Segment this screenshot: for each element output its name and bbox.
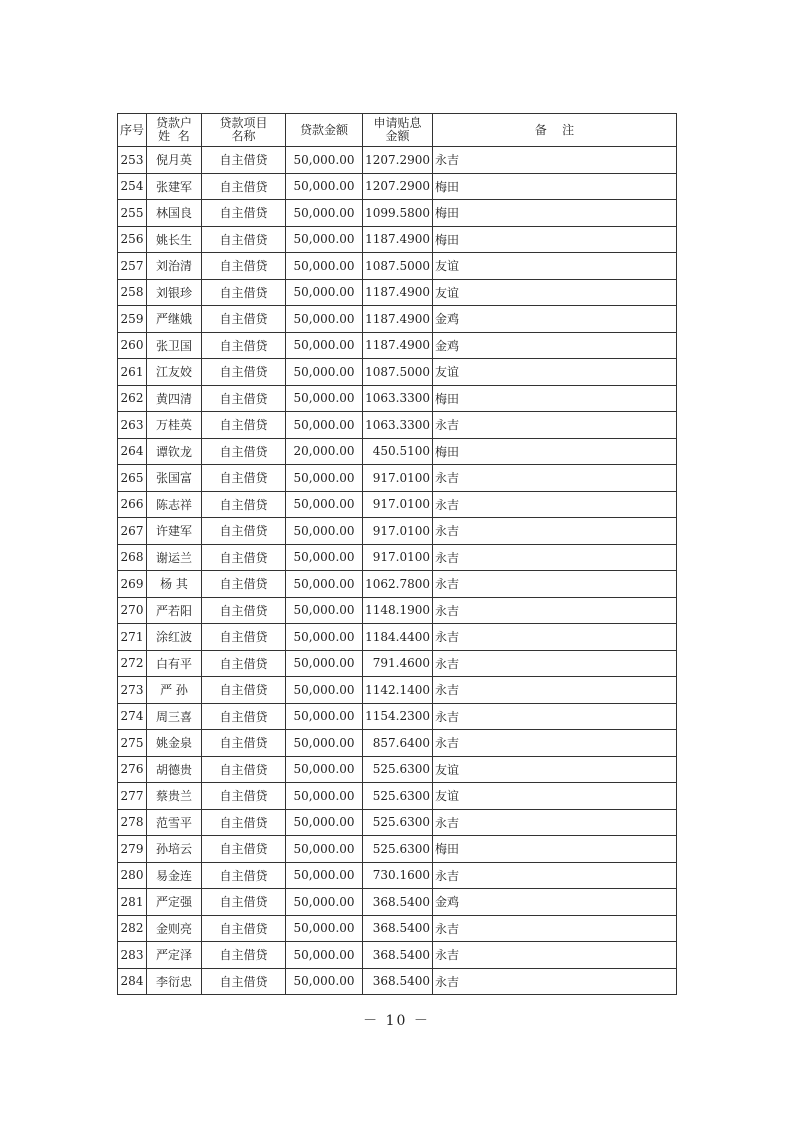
- cell-loan-amount: 50,000.00: [286, 465, 363, 492]
- cell-remark: 永吉: [433, 571, 677, 598]
- cell-remark: 金鸡: [433, 306, 677, 333]
- cell-borrower-name: 范雪平: [147, 809, 202, 836]
- cell-no: 282: [118, 915, 147, 942]
- cell-remark: 永吉: [433, 465, 677, 492]
- cell-no: 255: [118, 200, 147, 227]
- cell-project: 自主借贷: [202, 915, 286, 942]
- header-interest: [363, 114, 433, 147]
- cell-no: 265: [118, 465, 147, 492]
- cell-no: 263: [118, 412, 147, 439]
- cell-project: 自主借贷: [202, 200, 286, 227]
- cell-project: 自主借贷: [202, 412, 286, 439]
- cell-borrower-name: 姚长生: [147, 226, 202, 253]
- cell-no: 268: [118, 544, 147, 571]
- cell-no: 257: [118, 253, 147, 280]
- cell-remark: 梅田: [433, 836, 677, 863]
- cell-no: 260: [118, 332, 147, 359]
- page-number: － 10 －: [363, 1013, 430, 1029]
- cell-project: 自主借贷: [202, 438, 286, 465]
- table-row: [118, 438, 677, 465]
- cell-borrower-name: 张卫国: [147, 332, 202, 359]
- cell-interest-amount: 1087.5000: [363, 359, 433, 386]
- header-project: [202, 114, 286, 147]
- cell-interest-amount: 1184.4400: [363, 624, 433, 651]
- cell-loan-amount: 50,000.00: [286, 968, 363, 995]
- cell-no: 277: [118, 783, 147, 810]
- cell-interest-amount: 368.5400: [363, 968, 433, 995]
- cell-project: 自主借贷: [202, 836, 286, 863]
- cell-project: 自主借贷: [202, 624, 286, 651]
- cell-remark: 永吉: [433, 703, 677, 730]
- cell-interest-amount: 1099.5800: [363, 200, 433, 227]
- table-row: [118, 544, 677, 571]
- cell-project: 自主借贷: [202, 968, 286, 995]
- cell-interest-amount: 1063.3300: [363, 412, 433, 439]
- cell-borrower-name: 严若阳: [147, 597, 202, 624]
- cell-loan-amount: 50,000.00: [286, 597, 363, 624]
- cell-borrower-name: 严继娥: [147, 306, 202, 333]
- table-row: [118, 385, 677, 412]
- header-amount: 贷款金额: [286, 114, 363, 147]
- cell-borrower-name: 涂红波: [147, 624, 202, 651]
- cell-remark: 永吉: [433, 862, 677, 889]
- cell-borrower-name: 江友姣: [147, 359, 202, 386]
- cell-loan-amount: 50,000.00: [286, 703, 363, 730]
- table-row: [118, 677, 677, 704]
- cell-project: 自主借贷: [202, 306, 286, 333]
- cell-borrower-name: 胡德贵: [147, 756, 202, 783]
- cell-interest-amount: 1063.3300: [363, 385, 433, 412]
- cell-interest-amount: 525.6300: [363, 756, 433, 783]
- cell-borrower-name: 白有平: [147, 650, 202, 677]
- cell-loan-amount: 50,000.00: [286, 518, 363, 545]
- table-row: [118, 862, 677, 889]
- table-row: [118, 332, 677, 359]
- cell-interest-amount: 1148.1900: [363, 597, 433, 624]
- cell-loan-amount: 50,000.00: [286, 836, 363, 863]
- table-row: [118, 465, 677, 492]
- table-row: [118, 942, 677, 969]
- cell-interest-amount: 1187.4900: [363, 226, 433, 253]
- cell-loan-amount: 50,000.00: [286, 279, 363, 306]
- cell-borrower-name: 严 孙: [147, 677, 202, 704]
- table-row: [118, 650, 677, 677]
- cell-project: 自主借贷: [202, 385, 286, 412]
- cell-loan-amount: 50,000.00: [286, 809, 363, 836]
- cell-interest-amount: 917.0100: [363, 544, 433, 571]
- table-row: [118, 173, 677, 200]
- cell-borrower-name: 周三喜: [147, 703, 202, 730]
- cell-remark: 永吉: [433, 650, 677, 677]
- cell-borrower-name: 孙培云: [147, 836, 202, 863]
- cell-remark: 梅田: [433, 173, 677, 200]
- cell-no: 266: [118, 491, 147, 518]
- cell-project: 自主借贷: [202, 359, 286, 386]
- table-row: [118, 200, 677, 227]
- cell-no: 284: [118, 968, 147, 995]
- cell-loan-amount: 50,000.00: [286, 624, 363, 651]
- cell-borrower-name: 蔡贵兰: [147, 783, 202, 810]
- table-row: [118, 836, 677, 863]
- cell-borrower-name: 严定强: [147, 889, 202, 916]
- cell-remark: 永吉: [433, 491, 677, 518]
- cell-loan-amount: 50,000.00: [286, 677, 363, 704]
- cell-no: 280: [118, 862, 147, 889]
- table-row: [118, 597, 677, 624]
- cell-no: 258: [118, 279, 147, 306]
- cell-interest-amount: 450.5100: [363, 438, 433, 465]
- table-header: [118, 114, 677, 147]
- cell-project: 自主借贷: [202, 942, 286, 969]
- cell-borrower-name: 谢运兰: [147, 544, 202, 571]
- cell-borrower-name: 姚金泉: [147, 730, 202, 757]
- cell-loan-amount: 50,000.00: [286, 332, 363, 359]
- cell-loan-amount: 50,000.00: [286, 491, 363, 518]
- table-row: [118, 756, 677, 783]
- cell-no: 275: [118, 730, 147, 757]
- cell-no: 270: [118, 597, 147, 624]
- header-project-line1: 贷款项目: [219, 116, 268, 130]
- cell-remark: 梅田: [433, 438, 677, 465]
- cell-project: 自主借贷: [202, 544, 286, 571]
- cell-project: 自主借贷: [202, 253, 286, 280]
- cell-no: 281: [118, 889, 147, 916]
- cell-borrower-name: 张建军: [147, 173, 202, 200]
- cell-no: 283: [118, 942, 147, 969]
- header-borrower: [147, 114, 202, 147]
- cell-loan-amount: 50,000.00: [286, 650, 363, 677]
- cell-remark: 友谊: [433, 756, 677, 783]
- cell-no: 269: [118, 571, 147, 598]
- cell-interest-amount: 1062.7800: [363, 571, 433, 598]
- cell-interest-amount: 1187.4900: [363, 279, 433, 306]
- cell-remark: 友谊: [433, 279, 677, 306]
- table-row: [118, 518, 677, 545]
- cell-project: 自主借贷: [202, 889, 286, 916]
- cell-no: 273: [118, 677, 147, 704]
- cell-borrower-name: 杨 其: [147, 571, 202, 598]
- cell-interest-amount: 525.6300: [363, 809, 433, 836]
- cell-project: 自主借贷: [202, 491, 286, 518]
- cell-remark: 永吉: [433, 597, 677, 624]
- cell-remark: 金鸡: [433, 332, 677, 359]
- cell-no: 264: [118, 438, 147, 465]
- header-interest-line1: 申请贴息: [373, 116, 422, 130]
- cell-no: 279: [118, 836, 147, 863]
- cell-loan-amount: 20,000.00: [286, 438, 363, 465]
- cell-project: 自主借贷: [202, 279, 286, 306]
- cell-interest-amount: 857.6400: [363, 730, 433, 757]
- cell-loan-amount: 50,000.00: [286, 942, 363, 969]
- cell-loan-amount: 50,000.00: [286, 756, 363, 783]
- table-row: [118, 253, 677, 280]
- table-row: [118, 968, 677, 995]
- cell-project: 自主借贷: [202, 862, 286, 889]
- cell-project: 自主借贷: [202, 809, 286, 836]
- cell-loan-amount: 50,000.00: [286, 253, 363, 280]
- table-row: [118, 809, 677, 836]
- header-borrower-line2: 姓 名: [158, 129, 190, 143]
- table-row: [118, 306, 677, 333]
- cell-remark: 友谊: [433, 253, 677, 280]
- cell-remark: 永吉: [433, 809, 677, 836]
- cell-borrower-name: 金则亮: [147, 915, 202, 942]
- cell-no: 253: [118, 147, 147, 174]
- table-row: [118, 147, 677, 174]
- cell-remark: 友谊: [433, 783, 677, 810]
- cell-no: 276: [118, 756, 147, 783]
- cell-borrower-name: 谭钦龙: [147, 438, 202, 465]
- cell-interest-amount: 917.0100: [363, 491, 433, 518]
- cell-project: 自主借贷: [202, 147, 286, 174]
- cell-no: 254: [118, 173, 147, 200]
- cell-remark: 金鸡: [433, 889, 677, 916]
- cell-borrower-name: 陈志祥: [147, 491, 202, 518]
- cell-no: 278: [118, 809, 147, 836]
- table-row: [118, 915, 677, 942]
- table-row: [118, 703, 677, 730]
- table-row: [118, 412, 677, 439]
- cell-no: 261: [118, 359, 147, 386]
- cell-no: 267: [118, 518, 147, 545]
- table-row: [118, 279, 677, 306]
- table-row: [118, 359, 677, 386]
- cell-project: 自主借贷: [202, 650, 286, 677]
- cell-borrower-name: 黄四清: [147, 385, 202, 412]
- cell-remark: 永吉: [433, 147, 677, 174]
- cell-loan-amount: 50,000.00: [286, 359, 363, 386]
- cell-borrower-name: 李衍忠: [147, 968, 202, 995]
- cell-loan-amount: 50,000.00: [286, 571, 363, 598]
- cell-borrower-name: 刘银珍: [147, 279, 202, 306]
- cell-loan-amount: 50,000.00: [286, 862, 363, 889]
- cell-interest-amount: 525.6300: [363, 783, 433, 810]
- cell-loan-amount: 50,000.00: [286, 783, 363, 810]
- cell-remark: 永吉: [433, 412, 677, 439]
- cell-remark: 永吉: [433, 730, 677, 757]
- cell-project: 自主借贷: [202, 332, 286, 359]
- cell-project: 自主借贷: [202, 465, 286, 492]
- cell-no: 272: [118, 650, 147, 677]
- cell-no: 262: [118, 385, 147, 412]
- cell-project: 自主借贷: [202, 571, 286, 598]
- cell-interest-amount: 730.1600: [363, 862, 433, 889]
- table-row: [118, 730, 677, 757]
- header-no: 序号: [118, 114, 147, 147]
- cell-borrower-name: 万桂英: [147, 412, 202, 439]
- cell-remark: 梅田: [433, 385, 677, 412]
- cell-interest-amount: 1187.4900: [363, 332, 433, 359]
- cell-borrower-name: 许建军: [147, 518, 202, 545]
- cell-loan-amount: 50,000.00: [286, 915, 363, 942]
- cell-borrower-name: 严定泽: [147, 942, 202, 969]
- cell-project: 自主借贷: [202, 677, 286, 704]
- cell-borrower-name: 林国良: [147, 200, 202, 227]
- cell-interest-amount: 791.4600: [363, 650, 433, 677]
- cell-no: 256: [118, 226, 147, 253]
- cell-loan-amount: 50,000.00: [286, 226, 363, 253]
- header-remark: 备 注: [433, 114, 677, 147]
- table-body: [118, 147, 677, 995]
- cell-remark: 永吉: [433, 942, 677, 969]
- cell-loan-amount: 50,000.00: [286, 544, 363, 571]
- cell-project: 自主借贷: [202, 597, 286, 624]
- table-row: [118, 226, 677, 253]
- cell-borrower-name: 倪月英: [147, 147, 202, 174]
- cell-remark: 梅田: [433, 200, 677, 227]
- cell-interest-amount: 1207.2900: [363, 173, 433, 200]
- cell-interest-amount: 917.0100: [363, 518, 433, 545]
- cell-loan-amount: 50,000.00: [286, 306, 363, 333]
- header-project-line2: 名称: [231, 129, 256, 143]
- cell-interest-amount: 917.0100: [363, 465, 433, 492]
- loan-interest-table: [117, 113, 677, 995]
- cell-no: 259: [118, 306, 147, 333]
- cell-remark: 梅田: [433, 226, 677, 253]
- table-row: [118, 783, 677, 810]
- cell-project: 自主借贷: [202, 173, 286, 200]
- cell-loan-amount: 50,000.00: [286, 200, 363, 227]
- cell-loan-amount: 50,000.00: [286, 385, 363, 412]
- cell-remark: 永吉: [433, 624, 677, 651]
- cell-project: 自主借贷: [202, 703, 286, 730]
- cell-project: 自主借贷: [202, 756, 286, 783]
- cell-loan-amount: 50,000.00: [286, 147, 363, 174]
- cell-interest-amount: 1207.2900: [363, 147, 433, 174]
- cell-interest-amount: 525.6300: [363, 836, 433, 863]
- cell-interest-amount: 1142.1400: [363, 677, 433, 704]
- table-row: [118, 889, 677, 916]
- cell-interest-amount: 368.5400: [363, 889, 433, 916]
- cell-loan-amount: 50,000.00: [286, 412, 363, 439]
- cell-no: 274: [118, 703, 147, 730]
- cell-interest-amount: 368.5400: [363, 942, 433, 969]
- cell-borrower-name: 刘治清: [147, 253, 202, 280]
- cell-loan-amount: 50,000.00: [286, 889, 363, 916]
- header-borrower-line1: 贷款户: [155, 116, 192, 130]
- cell-remark: 永吉: [433, 915, 677, 942]
- cell-remark: 永吉: [433, 968, 677, 995]
- cell-remark: 永吉: [433, 677, 677, 704]
- cell-no: 271: [118, 624, 147, 651]
- cell-remark: 友谊: [433, 359, 677, 386]
- header-interest-line2: 金额: [385, 129, 410, 143]
- cell-interest-amount: 1154.2300: [363, 703, 433, 730]
- cell-interest-amount: 1087.5000: [363, 253, 433, 280]
- table-row: [118, 491, 677, 518]
- cell-project: 自主借贷: [202, 518, 286, 545]
- cell-project: 自主借贷: [202, 783, 286, 810]
- cell-loan-amount: 50,000.00: [286, 173, 363, 200]
- table-row: [118, 624, 677, 651]
- cell-borrower-name: 易金连: [147, 862, 202, 889]
- cell-project: 自主借贷: [202, 226, 286, 253]
- cell-borrower-name: 张国富: [147, 465, 202, 492]
- cell-interest-amount: 1187.4900: [363, 306, 433, 333]
- cell-loan-amount: 50,000.00: [286, 730, 363, 757]
- cell-interest-amount: 368.5400: [363, 915, 433, 942]
- table-row: [118, 571, 677, 598]
- cell-remark: 永吉: [433, 518, 677, 545]
- cell-project: 自主借贷: [202, 730, 286, 757]
- cell-remark: 永吉: [433, 544, 677, 571]
